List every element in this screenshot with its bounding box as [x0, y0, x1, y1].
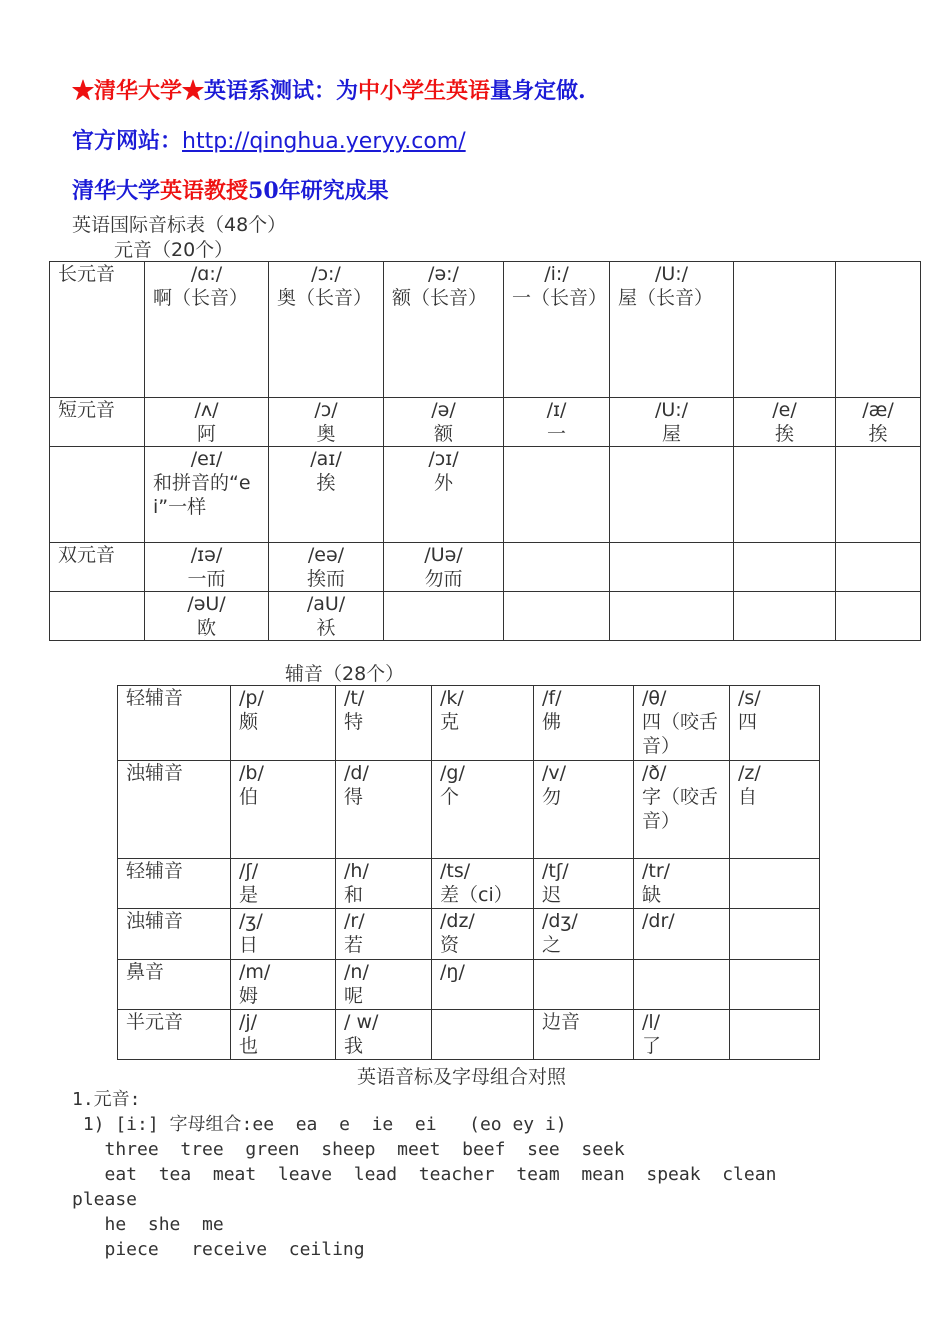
- vowel-row: [50, 398, 921, 447]
- consonant-cell: [730, 960, 820, 1010]
- phonetic-symbol: /s/: [738, 687, 761, 709]
- vowel-cell: [145, 262, 269, 398]
- consonant-row-label: 浊辅音: [118, 909, 231, 960]
- pronunciation-hint: 屋（长音）: [618, 287, 714, 309]
- consonant-cell: [534, 686, 634, 761]
- consonant-cell: [231, 859, 336, 909]
- compare-title: 英语音标及字母组合对照: [357, 1066, 567, 1088]
- consonant-cell: [336, 761, 432, 859]
- phonetic-symbol: /i:/: [544, 263, 569, 285]
- vowel-cell: [734, 262, 836, 398]
- phonetic-symbol: /z/: [738, 762, 761, 784]
- consonant-cell: [231, 960, 336, 1010]
- phonetic-symbol: /eɪ/: [190, 448, 223, 470]
- word-examples: [72, 1087, 932, 1262]
- vowel-cell: [145, 447, 269, 543]
- phonetic-symbol: 边音: [542, 1011, 581, 1033]
- pronunciation-hint: 伯: [239, 786, 259, 808]
- consonant-row: [118, 1010, 820, 1060]
- consonant-cell: [730, 686, 820, 761]
- research-part-3: 50年研究成果: [248, 178, 389, 204]
- consonant-cell: [534, 761, 634, 859]
- vowel-cell: [610, 543, 734, 592]
- research-headline: [72, 174, 389, 205]
- vowel-cell: [504, 592, 610, 641]
- vowel-cell: [145, 543, 269, 592]
- pronunciation-hint: 欧: [196, 617, 216, 639]
- vowel-cell: [836, 543, 921, 592]
- consonant-cell: [231, 761, 336, 859]
- vowel-row: [50, 543, 921, 592]
- pronunciation-hint: 特: [344, 711, 364, 733]
- pronunciation-hint: 也: [239, 1035, 259, 1057]
- pronunciation-hint: 个: [440, 786, 460, 808]
- vowel-cell: [504, 398, 610, 447]
- vowel-row-label: 双元音: [50, 543, 145, 592]
- phonetic-symbol: /tr/: [642, 860, 671, 882]
- pronunciation-hint: 自: [738, 786, 758, 808]
- pronunciation-hint: 若: [344, 934, 364, 956]
- pronunciation-hint: 资: [440, 934, 460, 956]
- consonant-cell: [231, 686, 336, 761]
- consonant-cell: [534, 859, 634, 909]
- pronunciation-hint: 和拼音的“ei”一样: [153, 472, 251, 518]
- consonant-cell: [634, 761, 730, 859]
- pronunciation-hint: 呢: [344, 985, 364, 1007]
- phonetic-symbol: /g/: [440, 762, 465, 784]
- pronunciation-hint: 四: [738, 711, 758, 733]
- research-part-2: 英语教授: [160, 178, 249, 204]
- phonetic-symbol: /n/: [344, 961, 369, 983]
- phonetic-symbol: /e/: [772, 399, 797, 421]
- phonetic-symbol: /k/: [440, 687, 464, 709]
- phonetic-symbol: /ʒ/: [239, 910, 263, 932]
- pronunciation-hint: 挨: [868, 423, 888, 445]
- phonetic-symbol: /U:/: [654, 399, 689, 421]
- phonetic-symbol: /Uə/: [424, 544, 463, 566]
- pronunciation-hint: 了: [642, 1035, 662, 1057]
- consonant-table: [117, 685, 820, 1060]
- vowel-cell: [269, 543, 384, 592]
- official-site-line: [72, 124, 466, 155]
- promo-part-2: 英语系测试：为: [204, 78, 359, 104]
- pronunciation-hint: 是: [239, 884, 259, 906]
- pronunciation-hint: 克: [440, 711, 460, 733]
- pronunciation-hint: 啊（长音）: [153, 287, 249, 309]
- phonetic-symbol: /h/: [344, 860, 369, 882]
- consonant-row-label: 轻辅音: [118, 686, 231, 761]
- consonant-cell: [534, 1010, 634, 1060]
- consonant-row: [118, 909, 820, 960]
- vowel-cell: [504, 447, 610, 543]
- phonetic-symbol: /aU/: [306, 593, 346, 615]
- phonetic-symbol: /ŋ/: [440, 961, 465, 983]
- phonetic-symbol: /dr/: [642, 910, 675, 932]
- vowel-cell: [734, 543, 836, 592]
- pronunciation-hint: 额: [433, 423, 453, 445]
- site-link[interactable]: http://qinghua.yeryy.com/: [182, 129, 466, 154]
- phonetic-symbol: /ð/: [642, 762, 667, 784]
- vowel-cell: [504, 543, 610, 592]
- consonant-cell: [730, 761, 820, 859]
- phonetic-symbol: /ɔɪ/: [428, 448, 459, 470]
- phonetic-symbol: /dʒ/: [542, 910, 578, 932]
- vowel-cell: [734, 398, 836, 447]
- phonetic-symbol: /b/: [239, 762, 264, 784]
- phonetic-symbol: /d/: [344, 762, 369, 784]
- site-label: 官方网站：: [72, 129, 183, 154]
- vowel-cell: [269, 592, 384, 641]
- promo-headline: [72, 74, 586, 105]
- phonetic-symbol: /ɪ/: [546, 399, 567, 421]
- consonant-cell: [432, 859, 534, 909]
- pronunciation-hint: 缺: [642, 884, 662, 906]
- phonetic-symbol: /t/: [344, 687, 365, 709]
- vowel-cell: [384, 543, 504, 592]
- vowel-row: [50, 447, 921, 543]
- pronunciation-hint: 额（长音）: [392, 287, 488, 309]
- example-line: piece receive ceiling: [72, 1239, 365, 1260]
- pronunciation-hint: 挨: [316, 472, 336, 494]
- phonetic-symbol: /ʌ/: [194, 399, 219, 421]
- phonetic-symbol: /U:/: [654, 263, 689, 285]
- phonetic-symbol: /ts/: [440, 860, 471, 882]
- consonant-cell: [432, 761, 534, 859]
- pronunciation-hint: 外: [433, 472, 453, 494]
- consonant-cell: [432, 960, 534, 1010]
- vowel-cell: [836, 447, 921, 543]
- consonant-row: [118, 761, 820, 859]
- consonant-cell: [634, 859, 730, 909]
- consonant-cell: [336, 859, 432, 909]
- vowel-cell: [734, 592, 836, 641]
- phonetic-symbol: /ɔ:/: [311, 263, 341, 285]
- consonant-row-label: 浊辅音: [118, 761, 231, 859]
- pronunciation-hint: 勿而: [424, 568, 463, 590]
- consonant-cell: [231, 1010, 336, 1060]
- pronunciation-hint: 一（长音）: [512, 287, 608, 309]
- pronunciation-hint: 一: [546, 423, 566, 445]
- pronunciation-hint: 日: [239, 934, 259, 956]
- consonant-cell: [730, 1010, 820, 1060]
- phonetic-symbol: /r/: [344, 910, 365, 932]
- phonetic-symbol: /v/: [542, 762, 567, 784]
- consonant-cell: [634, 686, 730, 761]
- pronunciation-hint: 奥（长音）: [277, 287, 373, 309]
- vowel-cell: [734, 447, 836, 543]
- consonant-row-label: 鼻音: [118, 960, 231, 1010]
- pronunciation-hint: 袄: [316, 617, 336, 639]
- table-title: 英语国际音标表（48个）: [72, 214, 287, 236]
- pronunciation-hint: 四（咬舌音）: [642, 711, 719, 757]
- vowel-cell: [610, 592, 734, 641]
- pronunciation-hint: 姆: [239, 985, 259, 1007]
- phonetic-symbol: /eə/: [307, 544, 345, 566]
- consonant-cell: [730, 859, 820, 909]
- pronunciation-hint: 得: [344, 786, 364, 808]
- consonant-cell: [336, 686, 432, 761]
- vowel-row: [50, 262, 921, 398]
- vowel-row-label: 长元音: [50, 262, 145, 398]
- example-line: three tree green sheep meet beef see seek: [72, 1139, 625, 1160]
- pronunciation-hint: 迟: [542, 884, 562, 906]
- phonetic-symbol: /aɪ/: [310, 448, 342, 470]
- consonant-cell: [534, 960, 634, 1010]
- consonant-cell: [634, 1010, 730, 1060]
- example-line: eat tea meat leave lead teacher team mean speak clean: [72, 1164, 777, 1185]
- vowel-cell: [145, 398, 269, 447]
- phonetic-symbol: /ʃ/: [239, 860, 259, 882]
- pronunciation-hint: 佛: [542, 711, 562, 733]
- pronunciation-hint: 奥: [316, 423, 336, 445]
- vowel-cell: [384, 592, 504, 641]
- promo-part-3: 中小学生英语: [358, 78, 491, 104]
- vowel-row: [50, 592, 921, 641]
- consonant-title: 辅音（28个）: [285, 663, 405, 685]
- vowel-cell: [384, 447, 504, 543]
- research-part-1: 清华大学: [72, 178, 161, 204]
- vowel-cell: [269, 262, 384, 398]
- phonetic-symbol: /dz/: [440, 910, 475, 932]
- pronunciation-hint: 我: [344, 1035, 364, 1057]
- pronunciation-hint: 勿: [542, 786, 562, 808]
- example-line: 1) [i:] 字母组合:ee ea e ie ei (eo ey i): [72, 1114, 567, 1135]
- consonant-cell: [432, 686, 534, 761]
- vowel-row-label: 短元音: [50, 398, 145, 447]
- vowel-row-label: [50, 592, 145, 641]
- vowel-cell: [610, 447, 734, 543]
- phonetic-symbol: /ɔ/: [314, 399, 338, 421]
- vowel-cell: [836, 262, 921, 398]
- vowel-title: 元音（20个）: [114, 239, 234, 261]
- vowel-cell: [504, 262, 610, 398]
- consonant-row-label: 半元音: [118, 1010, 231, 1060]
- vowel-cell: [610, 398, 734, 447]
- consonant-cell: [634, 909, 730, 960]
- phonetic-symbol: /l/: [642, 1011, 661, 1033]
- example-line: please: [72, 1189, 138, 1210]
- vowel-cell: [384, 262, 504, 398]
- phonetic-symbol: /m/: [239, 961, 271, 983]
- phonetic-symbol: /p/: [239, 687, 264, 709]
- consonant-row: [118, 960, 820, 1010]
- consonant-row: [118, 859, 820, 909]
- consonant-cell: [336, 909, 432, 960]
- phonetic-symbol: /ɑ:/: [190, 263, 223, 285]
- vowel-cell: [269, 447, 384, 543]
- consonant-cell: [432, 909, 534, 960]
- phonetic-symbol: /ə/: [431, 399, 456, 421]
- phonetic-symbol: /j/: [239, 1011, 258, 1033]
- consonant-cell: [336, 960, 432, 1010]
- pronunciation-hint: 阿: [196, 423, 216, 445]
- vowel-cell: [836, 592, 921, 641]
- pronunciation-hint: 颇: [239, 711, 259, 733]
- consonant-row-label: 轻辅音: [118, 859, 231, 909]
- vowel-cell: [384, 398, 504, 447]
- vowel-cell: [269, 398, 384, 447]
- phonetic-symbol: /əU/: [187, 593, 226, 615]
- phonetic-symbol: /æ/: [862, 399, 894, 421]
- consonant-cell: [534, 909, 634, 960]
- phonetic-symbol: /ɪə/: [190, 544, 223, 566]
- vowel-cell: [610, 262, 734, 398]
- consonant-cell: [432, 1010, 534, 1060]
- pronunciation-hint: 和: [344, 884, 364, 906]
- consonant-cell: [730, 909, 820, 960]
- pronunciation-hint: 挨: [774, 423, 794, 445]
- example-line: he she me: [72, 1214, 224, 1235]
- promo-part-4: 量身定做.: [490, 78, 586, 104]
- phonetic-symbol: /f/: [542, 687, 562, 709]
- vowel-table: [49, 261, 921, 641]
- pronunciation-hint: 屋: [661, 423, 681, 445]
- vowel-cell: [836, 398, 921, 447]
- pronunciation-hint: 挨而: [306, 568, 345, 590]
- consonant-cell: [336, 1010, 432, 1060]
- promo-part-1: ★清华大学★: [72, 78, 205, 104]
- pronunciation-hint: 差（ci）: [440, 884, 513, 906]
- consonant-cell: [231, 909, 336, 960]
- consonant-row: [118, 686, 820, 761]
- vowel-cell: [145, 592, 269, 641]
- pronunciation-hint: 之: [542, 934, 562, 956]
- phonetic-symbol: /tʃ/: [542, 860, 569, 882]
- vowel-row-label: [50, 447, 145, 543]
- pronunciation-hint: 一而: [187, 568, 226, 590]
- phonetic-symbol: /θ/: [642, 687, 667, 709]
- example-line: 1.元音:: [72, 1089, 141, 1110]
- phonetic-symbol: /ə:/: [428, 263, 459, 285]
- pronunciation-hint: 字（咬舌音）: [642, 786, 719, 832]
- phonetic-symbol: / w/: [344, 1011, 379, 1033]
- consonant-cell: [634, 960, 730, 1010]
